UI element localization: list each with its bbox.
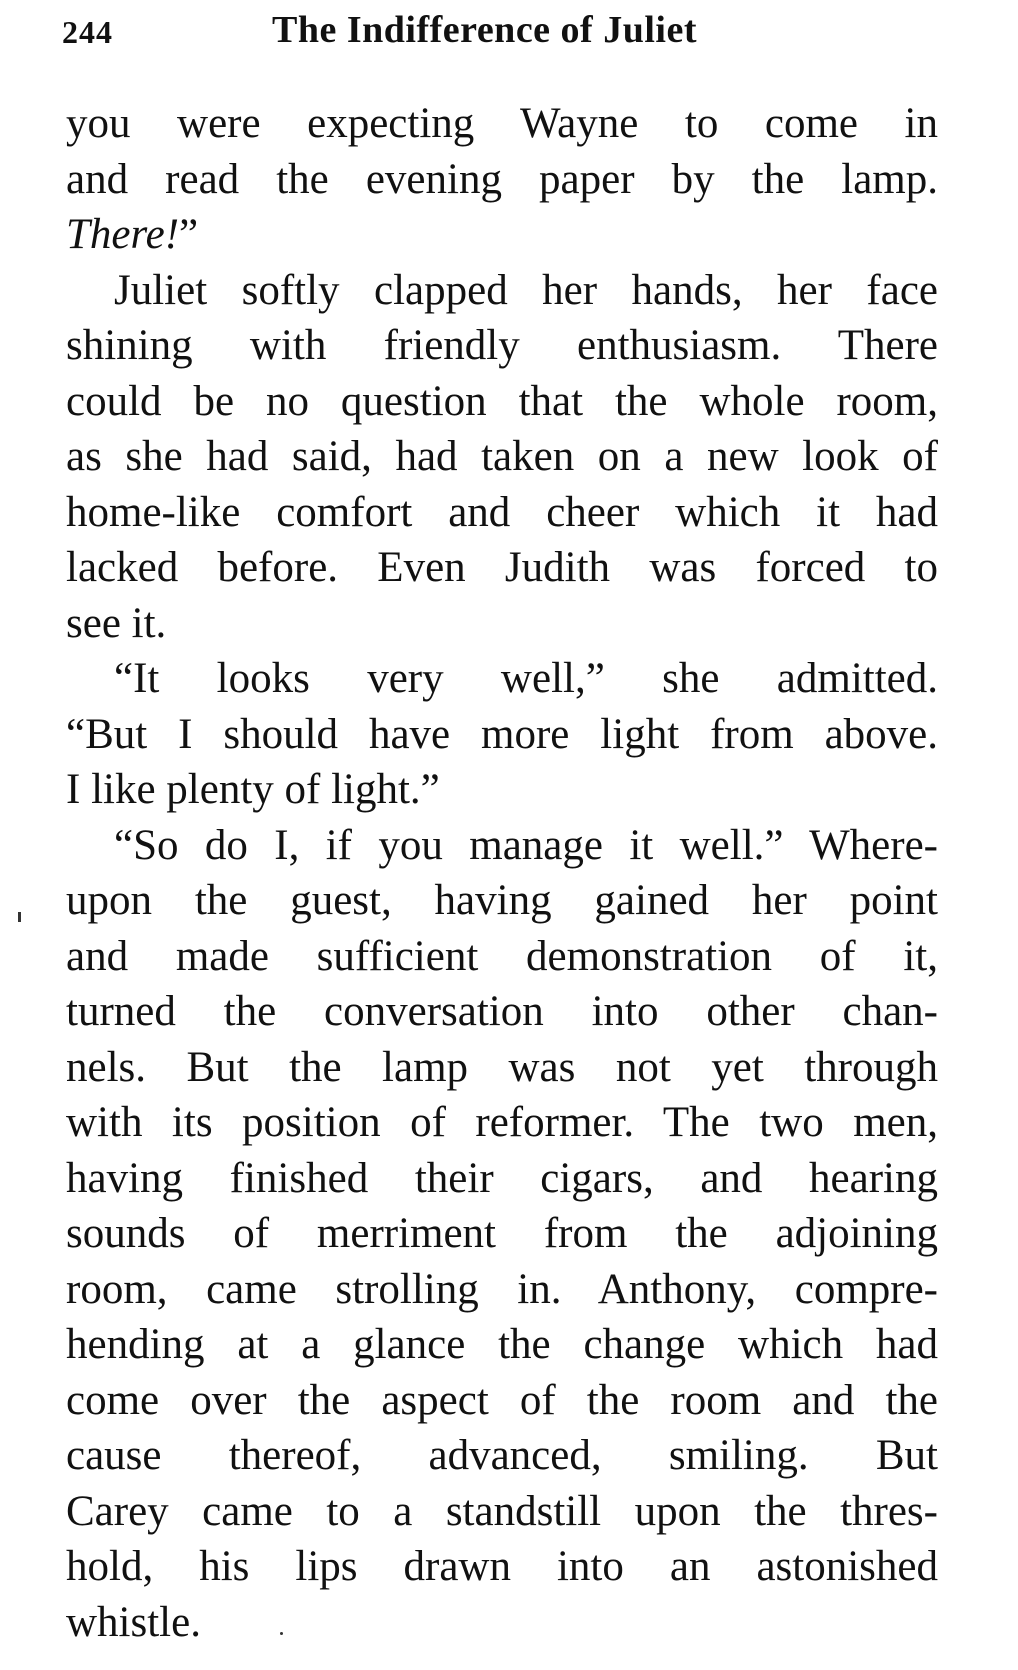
text-line: hold, his lips drawn into an astonished [66,1543,938,1590]
text-line: home-like comfort and cheer which it had [66,488,938,536]
text-line: could be no question that the whole room, [66,377,938,425]
margin-mark [18,912,21,922]
text-line: “It looks very well,” she admitted. [114,655,938,702]
text-line: I like plenty of light.” [66,766,440,813]
page-number: 244 [62,14,113,50]
text-line: as she had said, had taken on a new look of [66,433,938,480]
text-line: whistle. [66,1598,201,1646]
closing-quote: ” [179,211,199,258]
italic-text: There! [66,211,180,258]
text-line: shining with friendly enthusiasm. There [66,322,938,369]
text-line: and made sufficient demonstration of it, [66,932,938,980]
body-text [66,96,938,1650]
text-line: nels. But the lamp was not yet through [66,1043,938,1091]
text-line: upon the guest, having gained her point [66,877,938,924]
text-line: Carey came to a standstill upon the thres- [66,1487,938,1535]
text-line: cause thereof, advanced, smiling. But [66,1432,938,1479]
text-line: sounds of merriment from the adjoining [66,1210,938,1257]
text-line: turned the conversation into other chan- [66,988,938,1035]
text-line: and read the evening paper by the lamp. [66,155,938,203]
stray-dot [280,1632,283,1635]
text-line: having finished their cigars, and hearing [66,1154,938,1202]
text-line: Juliet softly clapped her hands, her face [114,266,938,314]
text-line: “So do I, if you manage it well.” Where- [114,821,938,869]
text-line: come over the aspect of the room and the [66,1376,938,1424]
text-line: see it. [66,599,167,647]
text-line [66,207,938,263]
text-line: room, came strolling in. Anthony, compre- [66,1265,938,1313]
running-head [62,8,942,58]
text-line: you were expecting Wayne to come in [66,100,938,147]
text-line: “But I should have more light from above. [66,710,938,758]
running-title: The Indifference of Juliet [272,9,697,51]
text-line: with its position of reformer. The two men, [66,1099,938,1146]
text-line: lacked before. Even Judith was forced to [66,544,938,591]
text-line: hending at a glance the change which had [66,1321,938,1368]
